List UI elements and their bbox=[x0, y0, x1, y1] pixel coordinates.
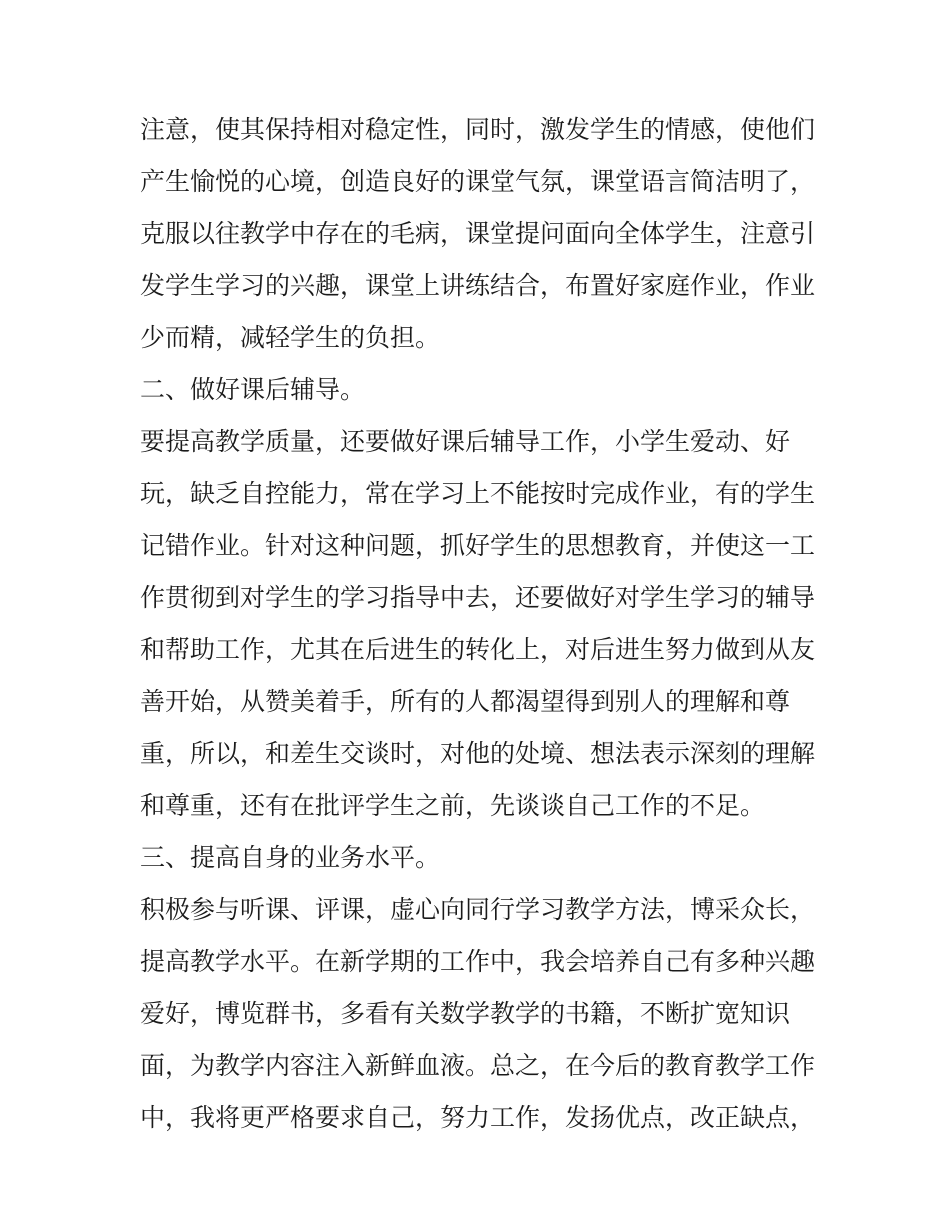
paragraph-line: 少而精，减轻学生的负担。 bbox=[140, 323, 441, 352]
paragraph-line: 克服以往教学中存在的毛病，课堂提问面向全体学生，注意引 bbox=[140, 219, 816, 248]
paragraph-line: 产生愉悦的心境，创造良好的课堂气氛，课堂语言简洁明了， bbox=[140, 167, 816, 196]
section-heading: 二、做好课后辅导。 bbox=[140, 375, 366, 404]
paragraph-line: 重，所以，和差生交谈时，对他的处境、想法表示深刻的理解 bbox=[140, 739, 816, 768]
section-heading: 三、提高自身的业务水平。 bbox=[140, 843, 441, 872]
paragraph-line: 记错作业。针对这种问题，抓好学生的思想教育，并使这一工 bbox=[140, 531, 816, 560]
paragraph-line: 作贯彻到对学生的学习指导中去，还要做好对学生学习的辅导 bbox=[140, 583, 816, 612]
paragraph-line: 爱好，博览群书，多看有关数学教学的书籍，不断扩宽知识 bbox=[140, 999, 791, 1028]
paragraph-line: 积极参与听课、评课，虚心向同行学习教学方法，博采众长， bbox=[140, 895, 816, 924]
paragraph-line: 中，我将更严格要求自己，努力工作，发扬优点，改正缺点， bbox=[140, 1103, 816, 1132]
paragraph-line: 注意，使其保持相对稳定性，同时，激发学生的情感，使他们 bbox=[140, 115, 816, 144]
paragraph-line: 面，为教学内容注入新鲜血液。总之，在今后的教育教学工作 bbox=[140, 1051, 816, 1080]
paragraph-line: 发学生学习的兴趣，课堂上讲练结合，布置好家庭作业，作业 bbox=[140, 271, 816, 300]
paragraph-line: 和帮助工作，尤其在后进生的转化上，对后进生努力做到从友 bbox=[140, 635, 816, 664]
paragraph-line: 要提高教学质量，还要做好课后辅导工作，小学生爱动、好 bbox=[140, 427, 791, 456]
document-body bbox=[140, 104, 830, 1144]
paragraph-line: 善开始，从赞美着手，所有的人都渴望得到别人的理解和尊 bbox=[140, 687, 791, 716]
paragraph-line: 玩，缺乏自控能力，常在学习上不能按时完成作业，有的学生 bbox=[140, 479, 816, 508]
paragraph-line: 提高教学水平。在新学期的工作中，我会培养自己有多种兴趣 bbox=[140, 947, 816, 976]
paragraph-line: 和尊重，还有在批评学生之前，先谈谈自己工作的不足。 bbox=[140, 791, 766, 820]
